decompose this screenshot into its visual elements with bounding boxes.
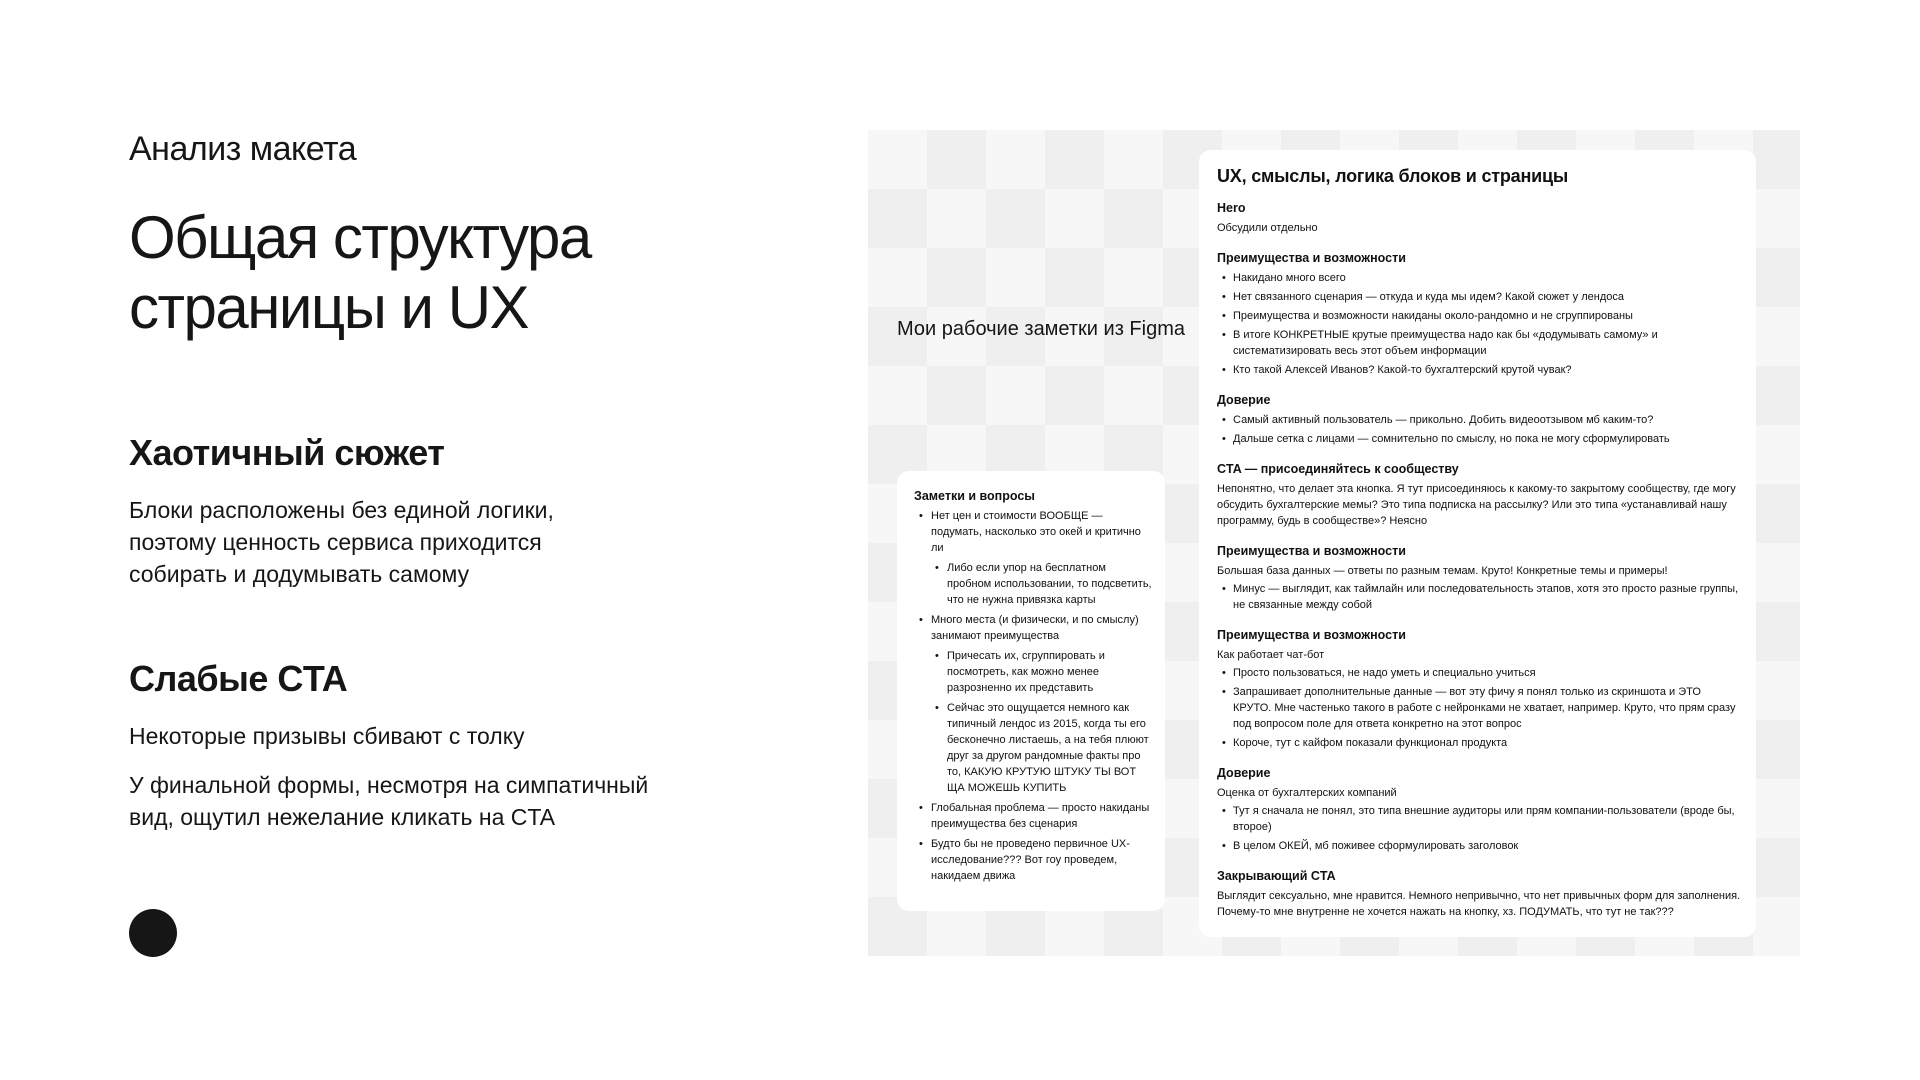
- note-block: [1217, 392, 1742, 447]
- note-block-item: • Накидано много всего: [1217, 270, 1742, 286]
- note-block-heading: Hero: [1217, 201, 1246, 215]
- note-block: [1217, 200, 1742, 236]
- ux-notes-card: [1199, 150, 1756, 937]
- note-block-heading: Преимущества и возможности: [1217, 628, 1406, 642]
- note-item: • Причесать их, сгруппировать и посмотреть, как можно менее разрозненно их представить: [897, 648, 1165, 696]
- note-item: • Либо если упор на бесплатном пробном использовании, то подсветить, что не нужна привязка карты: [897, 560, 1165, 608]
- section-text-weak-cta-2: [129, 769, 689, 833]
- note-block: [1217, 250, 1742, 378]
- note-block-item: • Нет связанного сценария — откуда и куда мы идем? Какой сюжет у лендоса: [1217, 289, 1742, 305]
- note-block-text: Большая база данных — ответы по разным темам. Круто! Конкретные темы и примеры!: [1217, 565, 1668, 577]
- note-block-item: • Запрашивает дополнительные данные — вот эту фичу я понял только из скриншота и ЭТО КРУТО. Мне частенько такого в работе с нейронками не хватает, например. Круто, что прям сразу под вопросом поле для ответа конкретно на этот вопрос: [1217, 684, 1742, 732]
- section-text-weak-cta-1: Некоторые призывы сбивают с толку: [129, 723, 525, 749]
- note-item: • Будто бы не проведено первичное UX-исследование??? Вот гоу проведем, накидаем движа: [897, 836, 1165, 884]
- ux-notes-title: UX, смыслы, логика блоков и страницы: [1217, 166, 1569, 186]
- note-block: [1217, 627, 1742, 751]
- text-line: поэтому ценность сервиса приходится: [129, 529, 542, 555]
- text-line: Блоки расположены без единой логики,: [129, 497, 554, 523]
- note-block-heading: CTA — присоединяйтесь к сообществу: [1217, 462, 1459, 476]
- note-block-heading: Преимущества и возможности: [1217, 251, 1406, 265]
- note-block-item: • Кто такой Алексей Иванов? Какой-то бухгалтерский крутой чувак?: [1217, 362, 1742, 378]
- text-line: собирать и додумывать самому: [129, 561, 470, 587]
- note-block-heading: Преимущества и возможности: [1217, 544, 1406, 558]
- notes-card: [897, 471, 1165, 911]
- note-block-text: Оценка от бухгалтерских компаний: [1217, 787, 1397, 799]
- note-block-heading: Доверие: [1217, 393, 1271, 407]
- note-block-item: • Минус — выглядит, как таймлайн или последовательность этапов, хотя это просто разные группы, не связанные между собой: [1217, 581, 1742, 613]
- note-block-text: Непонятно, что делает эта кнопка. Я тут присоединяюсь к какому-то закрытому сообществу, где могу обсудить бухгалтерские мемы? Это типа подписка на рассылку? Или это типа «устанавливай нашу программу, будь в сообществе»? Неясно: [1217, 483, 1736, 527]
- note-block-text: Выглядит сексуально, мне нравится. Немного непривычно, что нет привычных форм для заполнения. Почему-то мне внутренне не хочется нажать на кнопку, хз. ПОДУМАТЬ, что тут не так???: [1217, 890, 1741, 918]
- note-block-item: • Короче, тут с кайфом показали функционал продукта: [1217, 735, 1742, 751]
- note-block: [1217, 543, 1742, 613]
- section-title-weak-cta: Слабые CTA: [129, 658, 348, 699]
- note-block-item: • Самый активный пользователь — прикольно. Добить видеоотзывом мб каким-то?: [1217, 412, 1742, 428]
- note-block-list: [1217, 803, 1742, 854]
- page-title-line: Общая структура: [129, 204, 591, 271]
- note-item: • Нет цен и стоимости ВООБЩЕ — подумать, насколько это окей и критично ли: [897, 508, 1165, 556]
- note-block: [1217, 765, 1742, 854]
- note-block: [1217, 868, 1742, 920]
- note-block-text: Обсудили отдельно: [1217, 222, 1318, 234]
- page-title: [129, 203, 729, 343]
- note-block-heading: Закрывающий CTA: [1217, 869, 1336, 883]
- note-block-list: [1217, 270, 1742, 378]
- note-block-list: [1217, 412, 1742, 447]
- notes-list: [897, 508, 1165, 888]
- note-block-list: [1217, 665, 1742, 751]
- note-block-item: • Преимущества и возможности накиданы около-рандомно и не сгруппированы: [1217, 308, 1742, 324]
- ux-notes-blocks: [1217, 200, 1742, 920]
- text-line: У финальной формы, несмотря на симпатичный: [129, 772, 649, 798]
- note-item: • Много места (и физически, и по смыслу) занимают преимущества: [897, 612, 1165, 644]
- page-title-line: страницы и UX: [129, 274, 529, 341]
- section-title-chaotic-plot: Хаотичный сюжет: [129, 432, 445, 473]
- note-block-list: [1217, 581, 1742, 613]
- note-block-item: • Тут я сначала не понял, это типа внешние аудиторы или прям компании-пользователи (вроде бы, второе): [1217, 803, 1742, 835]
- note-block-item: • Просто пользоваться, не надо уметь и специально учиться: [1217, 665, 1742, 681]
- ux-notes-content: [1217, 166, 1742, 934]
- note-item: • Сейчас это ощущается немного как типичный лендос из 2015, когда ты его бесконечно листаешь, а на тебя плюют друг за другом рандомные факты про то, КАКУЮ КРУТУЮ ШТУКУ ТЫ ВОТ ЩА МОЖЕШЬ КУПИТЬ: [897, 700, 1165, 796]
- notes-card-title: Заметки и вопросы: [914, 489, 1035, 503]
- note-block: [1217, 461, 1742, 529]
- note-block-heading: Доверие: [1217, 766, 1271, 780]
- note-block-item: • Дальше сетка с лицами — сомнительно по смыслу, но пока не могу сформулировать: [1217, 431, 1742, 447]
- eyebrow-title: Анализ макета: [129, 130, 357, 168]
- text-line: вид, ощутил нежелание кликать на CTA: [129, 804, 556, 830]
- board-label: Мои рабочие заметки из Figma: [897, 318, 1185, 340]
- section-text-chaotic-plot: [129, 494, 689, 590]
- note-item: • Глобальная проблема — просто накиданы преимущества без сценария: [897, 800, 1165, 832]
- bullet-dot: [129, 909, 177, 957]
- note-block-text: Как работает чат-бот: [1217, 649, 1325, 661]
- note-block-item: • В целом ОКЕЙ, мб поживее сформулировать заголовок: [1217, 838, 1742, 854]
- note-block-item: • В итоге КОНКРЕТНЫЕ крутые преимущества надо как бы «додумывать самому» и систематизировать весь этот объем информации: [1217, 327, 1742, 359]
